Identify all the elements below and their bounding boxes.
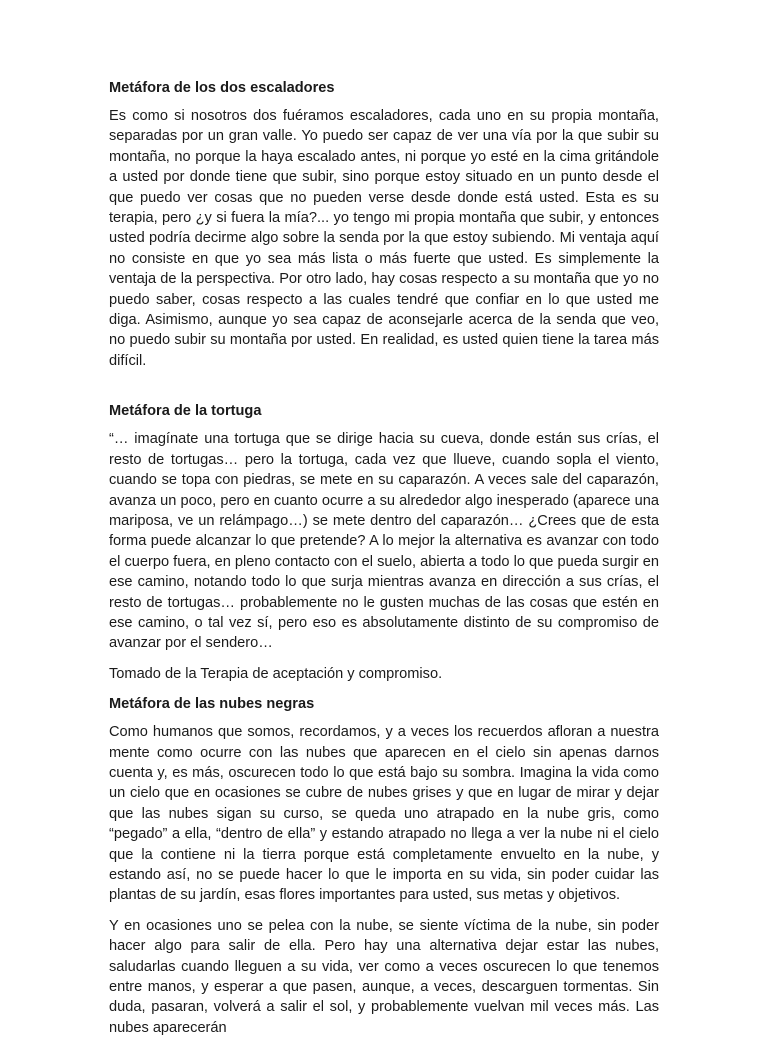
paragraph: Como humanos que somos, recordamos, y a veces los recuerdos afloran a nuestra mente como ocurre con las nubes que aparecen en el cielo sin apenas darnos cuenta y, es más, oscurecen todo lo que está bajo su sombra. Imagina la vida como un cielo que en ocasiones se cubre de nubes grises y que en lugar de mirar y dejar que las nubes sigan su curso, se queda uno atrapado en la nube gris, como “pegado” a ella, “dentro de ella” y estando atrapado no llega a ver la nube ni el cielo que la contiene ni la tierra porque está completamente envuelto en la nube, y estando así, no se puede hacer lo que le importa en su vida, sin poder cuidar las plantas de su jardín, esas flores importantes para usted, sus metas y objetivos. — [109, 724, 659, 904]
paragraph: Y en ocasiones uno se pelea con la nube, se siente víctima de la nube, sin poder hacer algo para salir de ella. Pero hay una alternativa dejar estar las nubes, saludarlas cuando lleguen a su vida, ver como a veces oscurecen lo que tenemos entre manos, y esperar a que pasen, aunque, a veces, descarguen tormentas. Sin duda, pasaran, volverá a salir el sol, y probablemente vuelvan mil veces más. Las nubes aparecerán — [109, 917, 659, 1036]
section-tortuga — [109, 401, 659, 684]
section-title: Metáfora de las nubes negras — [109, 696, 315, 713]
document-page — [109, 78, 659, 1048]
section-title: Metáfora de los dos escaladores — [109, 80, 335, 96]
section-title: Metáfora de la tortuga — [109, 403, 262, 420]
source-note: Tomado de la Terapia de aceptación y compromiso. — [109, 665, 443, 682]
section-escaladores — [109, 78, 659, 371]
paragraph: “… imagínate una tortuga que se dirige hacia su cueva, donde están sus crías, el resto de tortugas… pero la tortuga, cada vez que llueve, cuando sopla el viento, cuando se topa con piedras, se mete en su caparazón. A veces sale del caparazón, avanza un poco, pero en cuanto ocurre a su alrededor algo inesperado (aparece una mariposa, ve un relámpago…) se mete dentro del caparazón… ¿Crees que de esta forma puede alcanzar lo que pretende? A lo mejor la alternativa es avanzar con todo el cuerpo fuera, en pleno contacto con el suelo, abierta a todo lo que pueda surgir en ese camino, notando todo lo que surja mientras avanza en dirección a sus crías, el resto de tortugas… probablemente no le gusten muchas de las cosas que estén en ese camino, o tal vez sí, pero eso es absolutamente distinto de su compromiso de avanzar por el sendero… — [109, 431, 659, 652]
paragraph: Es como si nosotros dos fuéramos escaladores, cada uno en su propia montaña, separadas por un gran valle. Yo puedo ser capaz de ver una vía por la que subir su montaña, no porque la haya escalado antes, ni porque yo esté en la cima gritándole a usted por donde tiene que subir, sino porque estoy situado en un punto desde el que puedo ver cosas que no pueden verse desde donde está usted. Esta es su terapia, pero ¿y si fuera la mía?... yo tengo mi propia montaña que subir, y entonces usted podría decirme algo sobre la senda por la que estoy subiendo. Mi ventaja aquí no consiste en que yo sea más lista o más fuerte que usted. Es simplemente la ventaja de la perspectiva. Por otro lado, hay cosas respecto a su montaña que yo no puedo saber, cosas respecto a las cuales tendré que confiar en lo que usted me diga. Asimismo, aunque yo sea capaz de aconsejarle acerca de la senda que veo, no puedo subir su montaña por usted. En realidad, es usted quien tiene la tarea más difícil. — [109, 108, 659, 369]
section-nubes-negras — [109, 694, 659, 1038]
